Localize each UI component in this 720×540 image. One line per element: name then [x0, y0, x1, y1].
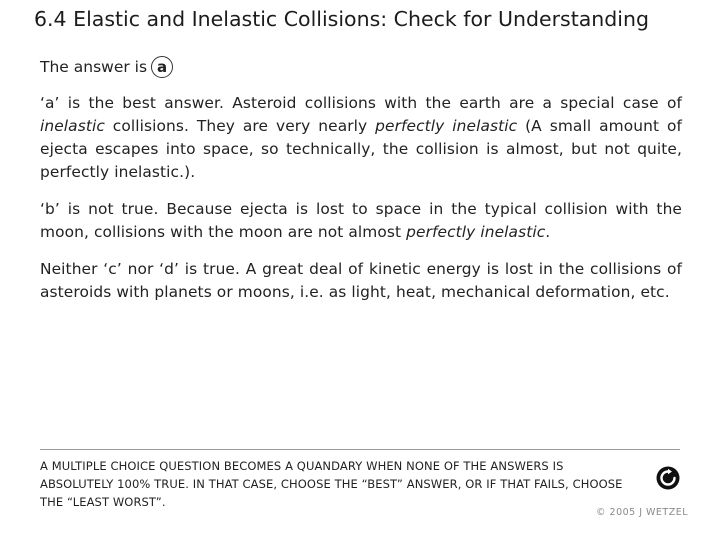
- footer-note: A MULTIPLE CHOICE QUESTION BECOMES A QUANDARY WHEN NONE OF THE ANSWERS IS ABSOLUTELY 100% TRUE. IN THAT CASE, CHOOSE THE “BEST” ANSWER, OR IF THAT FAILS, CHOOSE THE “LEAST WORST”.: [40, 459, 623, 509]
- italic-segment: inelastic: [40, 117, 105, 135]
- slide-title: 6.4 Elastic and Inelastic Collisions: Check for Understanding: [34, 7, 649, 31]
- paragraph-text: [40, 198, 682, 244]
- text-segment: Neither ‘c’ nor ‘d’ is true. A great deal of kinetic energy is lost in the collisions of asteroids with planets or moons, i.e. as light, heat, mechanical deformation, etc.: [40, 260, 682, 301]
- footer-divider: [40, 449, 680, 450]
- slide-content: [40, 56, 682, 304]
- answer-line: [40, 56, 682, 78]
- refresh-circle-icon: [655, 465, 681, 491]
- italic-segment: perfectly inelastic: [406, 223, 546, 241]
- text-segment: .: [545, 223, 551, 241]
- text-segment: ‘b’ is not true. Because ejecta is lost to space in the typical collision with the moon, collisions with the moon are not almost: [40, 200, 682, 241]
- text-segment: (A small amount of ejecta escapes into space, so technically, the collision is almost, but not quite, perfectly inelastic.).: [40, 117, 683, 181]
- copyright: © 2005 J WETZEL: [596, 507, 689, 518]
- paragraph-text: [40, 92, 682, 184]
- text-segment: collisions. They are very nearly: [104, 117, 376, 135]
- explanation-paragraph-cd: [40, 258, 682, 304]
- explanation-paragraph-a: [40, 92, 682, 184]
- italic-segment: perfectly inelastic: [375, 117, 518, 135]
- answer-choice-circled: a: [151, 56, 173, 78]
- paragraph-text: [40, 258, 682, 304]
- text-segment: ‘a’ is the best answer. Asteroid collisions with the earth are a special case of: [40, 94, 682, 112]
- explanation-paragraph-b: [40, 198, 682, 244]
- answer-prefix: The answer is: [40, 58, 148, 76]
